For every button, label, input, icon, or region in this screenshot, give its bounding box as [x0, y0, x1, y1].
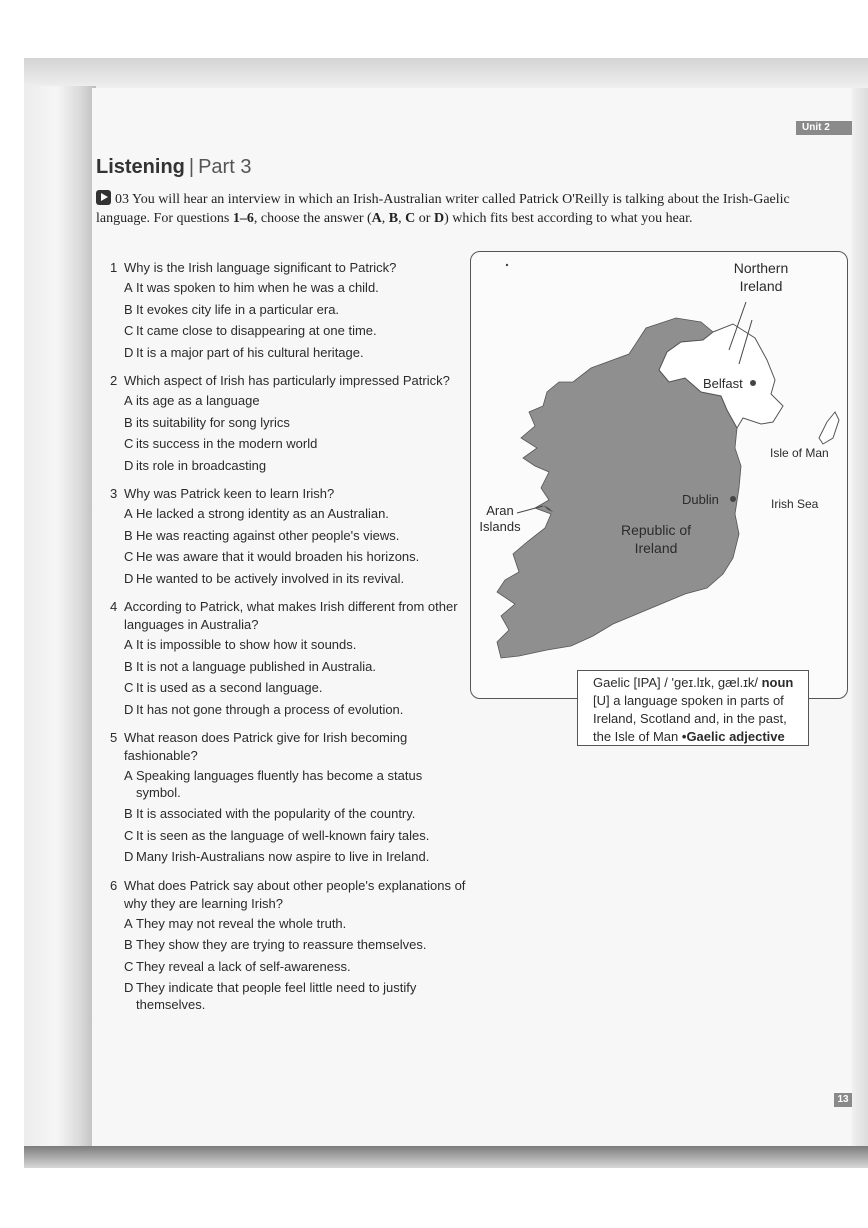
option-letter: D — [124, 849, 134, 864]
option-text: It was spoken to him when he was a child. — [136, 280, 379, 295]
question — [110, 877, 470, 1014]
option-text: Speaking languages fluently has become a status symbol. — [136, 768, 423, 800]
instructions — [96, 190, 796, 228]
question-range: 1–6 — [232, 211, 254, 226]
scan-bottom-edge — [24, 1146, 868, 1168]
option-text: It is not a language published in Australia. — [136, 658, 376, 674]
option-letter: A — [124, 506, 133, 521]
question-number: 1 — [110, 260, 118, 275]
heading-separator: | — [188, 156, 195, 178]
map-label-irish-sea: Irish Sea — [771, 497, 819, 511]
belfast-marker — [750, 380, 756, 386]
glossary-box — [577, 670, 809, 746]
option-text: It is impossible to show how it sounds. — [136, 637, 357, 652]
option-letter: C — [124, 958, 134, 974]
option-letter: A — [124, 637, 133, 652]
option-text: They reveal a lack of self-awareness. — [136, 958, 351, 974]
option-letter: C — [124, 436, 134, 451]
scan-top-edge — [24, 58, 868, 88]
isle-of-man-shape — [819, 412, 839, 444]
intro-text: You will hear an interview in which an Irish-Australian writer called Patrick O'Reilly is talking about the Irish-Gaelic language. For questions — [96, 192, 790, 226]
option-text: They show they are trying to reassure themselves. — [136, 937, 427, 952]
intro-text: or — [415, 211, 434, 226]
glossary-adjective: •Gaelic adjective — [681, 729, 785, 744]
option-letter: D — [124, 570, 134, 586]
option-letter: A — [124, 393, 133, 408]
question-number: 6 — [110, 877, 118, 893]
option-letter: A — [124, 768, 133, 783]
glossary-pos: noun — [761, 675, 794, 690]
question — [110, 598, 470, 720]
map-label-northern-ireland: Ireland — [739, 278, 783, 294]
question-stem: What reason does Patrick give for Irish becoming fashionable? — [124, 730, 408, 763]
option-text: It evokes city life in a particular era. — [136, 301, 340, 317]
option-text: It is a major part of his cultural heritage. — [136, 344, 364, 360]
dot-marker — [506, 264, 508, 266]
track-number: 03 — [115, 192, 129, 207]
question-number: 3 — [110, 486, 118, 501]
question-number: 5 — [110, 730, 118, 745]
intro-text: ) which fits best according to what you hear. — [444, 211, 693, 226]
option-text: its suitability for song lyrics — [136, 414, 290, 430]
option-letter: D — [124, 457, 134, 473]
ireland-map — [471, 252, 847, 698]
option-letter: C — [405, 211, 416, 226]
section-heading — [96, 156, 251, 179]
question — [110, 372, 470, 476]
map-label-belfast: Belfast — [703, 376, 743, 391]
option-letter: B — [124, 658, 133, 674]
audio-play-icon — [96, 190, 111, 205]
option-text: It is seen as the language of well-known fairy tales. — [136, 827, 430, 843]
option-text: It came close to disappearing at one time. — [136, 323, 377, 338]
question — [110, 259, 470, 363]
question-list — [110, 259, 470, 1022]
map-label-northern-ireland: Northern — [733, 260, 789, 276]
question-stem: What does Patrick say about other people's explanations of why they are learning Irish? — [124, 877, 466, 911]
question — [110, 729, 470, 868]
option-letter: B — [124, 937, 133, 952]
option-letter: C — [124, 680, 134, 695]
heading-title: Listening — [96, 156, 185, 178]
heading-part: Part 3 — [198, 156, 252, 178]
question-number: 2 — [110, 373, 118, 388]
intro-text: , choose the answer ( — [253, 211, 372, 226]
question-stem: Why is the Irish language significant to Patrick? — [124, 260, 397, 275]
option-text: They indicate that people feel little need to justify themselves. — [136, 980, 417, 1012]
map-label-republic-of-ireland: Republic of — [620, 522, 692, 538]
facing-page-gutter — [24, 86, 96, 1166]
map-label-isle-of-man: Isle of Man — [770, 446, 829, 460]
dublin-marker — [730, 496, 736, 502]
option-letter: B — [124, 301, 133, 317]
option-letter: C — [124, 827, 134, 843]
option-text: its age as a language — [136, 393, 260, 408]
map-label-aran-islands: Islands — [479, 519, 521, 534]
question-stem: Which aspect of Irish has particularly impressed Patrick? — [124, 373, 450, 388]
option-text: Many Irish-Australians now aspire to live in Ireland. — [136, 849, 430, 864]
option-letter: B — [124, 414, 133, 430]
intro-text: , — [381, 211, 389, 226]
option-text: its role in broadcasting — [136, 457, 267, 473]
option-text: He was aware that it would broaden his horizons. — [136, 549, 420, 564]
option-letter: C — [124, 323, 134, 338]
option-letter: A — [124, 280, 133, 295]
question — [110, 485, 470, 589]
option-letter: C — [124, 549, 134, 564]
page-right-edge — [852, 88, 868, 1146]
option-text: He was reacting against other people's views. — [136, 527, 400, 543]
option-text: It is used as a second language. — [136, 680, 323, 695]
map-label-republic-of-ireland: Ireland — [634, 540, 678, 556]
question-number: 4 — [110, 599, 118, 614]
option-letter: B — [124, 806, 133, 821]
map-label-dublin: Dublin — [682, 492, 719, 507]
option-letter: D — [124, 701, 134, 717]
option-text: It is associated with the popularity of the country. — [136, 806, 416, 821]
page-number: 13 — [834, 1093, 852, 1107]
option-text: It has not gone through a process of evolution. — [136, 701, 404, 717]
glossary-word: Gaelic [IPA] / 'geɪ.lɪk, gæl.ɪk/ — [593, 675, 762, 690]
unit-tab: Unit 2 — [796, 121, 852, 135]
map-label-aran-islands: Aran — [486, 503, 514, 518]
option-letter: B — [388, 211, 399, 226]
intro-text: , — [398, 211, 406, 226]
option-letter: A — [124, 915, 133, 931]
option-letter: A — [371, 211, 382, 226]
option-letter: D — [433, 211, 445, 226]
option-text: They may not reveal the whole truth. — [136, 915, 347, 931]
option-letter: D — [124, 344, 134, 360]
option-text: He lacked a strong identity as an Australian. — [136, 506, 389, 521]
option-letter: B — [124, 527, 133, 543]
option-text: its success in the modern world — [136, 436, 318, 451]
option-letter: D — [124, 980, 134, 995]
question-stem: According to Patrick, what makes Irish different from other languages in Australia? — [124, 599, 458, 632]
option-text: He wanted to be actively involved in its revival. — [136, 570, 405, 586]
question-stem: Why was Patrick keen to learn Irish? — [124, 486, 335, 501]
glossary-definition: [U] a language spoken in parts of Ireland, Scotland and, in the past, the Isle of Man — [593, 693, 787, 744]
ireland-map-panel — [470, 251, 848, 699]
